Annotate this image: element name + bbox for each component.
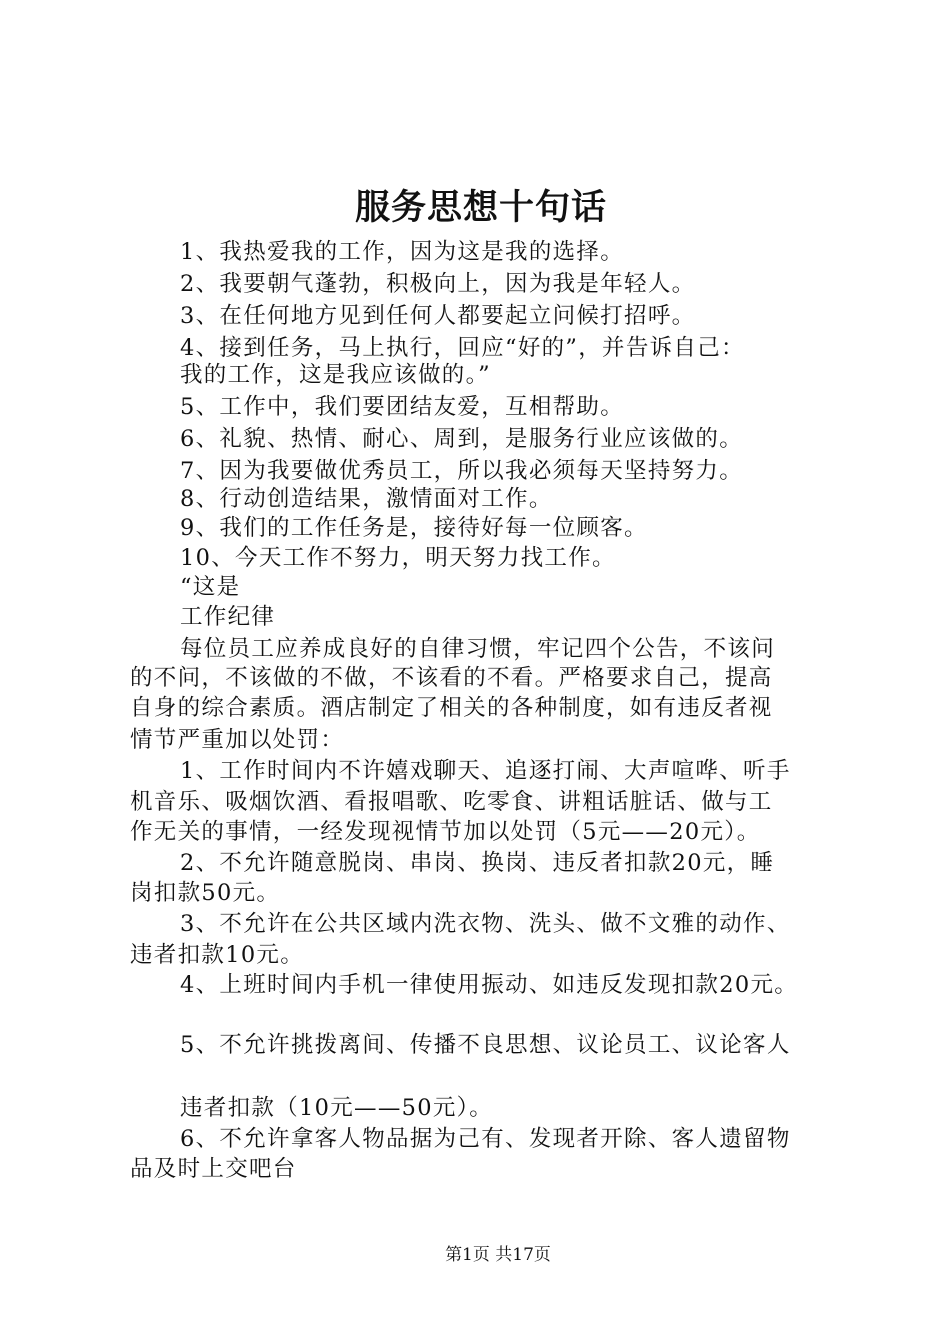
saying-3: 3、在任何地方见到任何人都要起立问候打招呼。 [180, 303, 696, 329]
rule-6-line: 品及时上交吧台 [130, 1156, 297, 1182]
intro-line: 情节严重加以处罚： [130, 727, 345, 753]
intro-line: 自身的综合素质。酒店制定了相关的各种制度，如有违反者视 [130, 695, 773, 721]
stray-quote-line: “这是 [180, 574, 241, 600]
saying-5: 5、工作中，我们要团结友爱，互相帮助。 [180, 394, 625, 420]
saying-7: 7、因为我要做优秀员工，所以我必须每天坚持努力。 [180, 458, 744, 484]
intro-line: 每位员工应养成良好的自律习惯，牢记四个公告，不该问 [180, 636, 776, 662]
rule-5-line: 5、不允许挑拨离间、传播不良思想、议论员工、议论客人 [180, 1032, 791, 1058]
section-title: 工作纪律 [180, 604, 276, 630]
rule-2-line: 2、不允许随意脱岗、串岗、换岗、违反者扣款20元，睡 [180, 850, 775, 876]
saying-10: 10、今天工作不努力，明天努力找工作。 [180, 545, 616, 571]
rule-4-line: 4、上班时间内手机一律使用振动、如违反发现扣款20元。 [180, 972, 799, 998]
rule-1-line: 作无关的事情，一经发现视情节加以处罚（5元——20元）。 [130, 819, 761, 845]
page-footer: 第1页 共17页 [445, 1245, 551, 1265]
intro-line: 的不问，不该做的不做，不该看的不看。严格要求自己，提高 [130, 665, 773, 691]
rule-3-line: 3、不允许在公共区域内洗衣物、洗头、做不文雅的动作、 [180, 911, 791, 937]
rule-6-line: 6、不允许拿客人物品据为己有、发现者开除、客人遗留物 [180, 1126, 791, 1152]
document-title: 服务思想十句话 [354, 187, 607, 228]
rule-1-line: 1、工作时间内不许嬉戏聊天、追逐打闹、大声喧哗、听手 [180, 758, 791, 784]
saying-6: 6、礼貌、热情、耐心、周到，是服务行业应该做的。 [180, 426, 744, 452]
rule-1-line: 机音乐、吸烟饮酒、看报唱歌、吃零食、讲粗话脏话、做与工 [130, 789, 773, 815]
rule-2-line: 岗扣款50元。 [130, 880, 281, 906]
saying-2: 2、我要朝气蓬勃，积极向上，因为我是年轻人。 [180, 271, 696, 297]
saying-4: 4、接到任务，马上执行，回应“好的”，并告诉自己： [180, 335, 745, 361]
rule-3-line: 违者扣款10元。 [130, 942, 305, 968]
saying-4-continued: 我的工作，这是我应该做的。” [180, 362, 491, 388]
rule-5-penalty: 违者扣款（10元——50元）。 [180, 1095, 494, 1121]
saying-1: 1、我热爱我的工作，因为这是我的选择。 [180, 239, 625, 265]
saying-9: 9、我们的工作任务是，接待好每一位顾客。 [180, 515, 648, 541]
saying-8: 8、行动创造结果，激情面对工作。 [180, 486, 553, 512]
